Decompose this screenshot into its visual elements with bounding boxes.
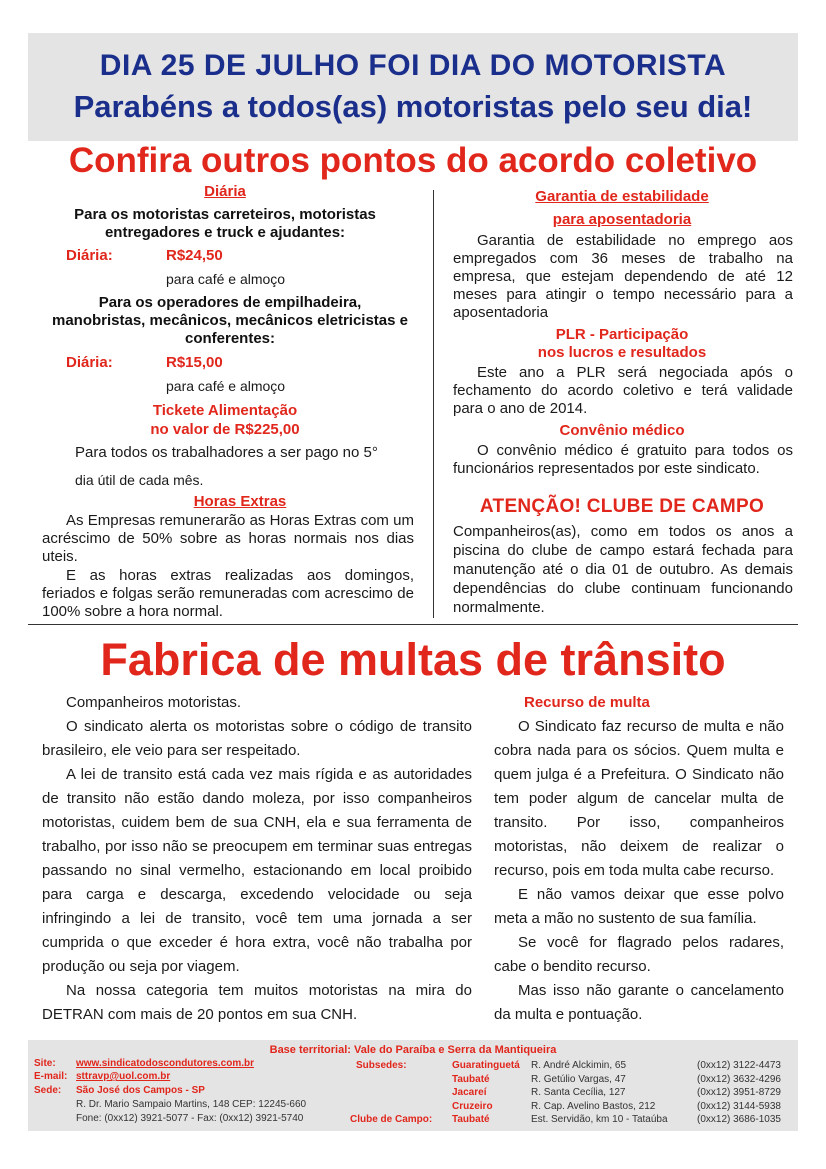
- multas-right-p1: [494, 715, 784, 883]
- multas-right-p4: [494, 979, 784, 1027]
- estabilidade-text-content: Garantia de estabilidade no emprego aos empregados com 36 meses de trabalho na empresa, que estejam dependendo de até 12 meses para atingir o tempo necessário para a aposentadoria: [453, 232, 793, 321]
- subsede-phone: (0xx12) 3122-4473: [697, 1060, 781, 1071]
- subsedes-label: Subsedes:: [356, 1060, 407, 1071]
- diaria-group1: Para os motoristas carreteiros, motoristas entregadores e truck e ajudantes:: [74, 206, 376, 241]
- subsede-phone: (0xx12) 3686-1035: [697, 1114, 781, 1125]
- email-link[interactable]: sttravp@uol.com.br: [76, 1071, 171, 1082]
- horas-heading: Horas Extras: [193, 493, 287, 510]
- multas-left-p4: [42, 979, 472, 1027]
- plr-text-content: Este ano a PLR será negociada após o fechamento do acordo coletivo e terá validade para o ano de 2014.: [453, 364, 793, 417]
- multas-left-p3-text: A lei de transito está cada vez mais rígida e as autoridades de transito não estão dando moleza, por isso companheiros motoristas, cuidem bem de sua CNH, ela e sua ferramenta de trabalho, por isso não se preocupem em terminar suas entregas passando no sinal vermelho, estacionando em local proibido para carga e descarga, excedendo velocidade ou seja infringindo a lei de transito, você tem uma jornada a ser cumprida o que exceder é hora extra, você não trabalha por produção ou seja por viagem.: [42, 766, 472, 975]
- multas-left-p3: [42, 763, 472, 979]
- footer: [28, 1040, 798, 1131]
- sede-city: São José dos Campos - SP: [76, 1085, 205, 1096]
- clube-heading: ATENÇÃO! CLUBE DE CAMPO: [479, 496, 765, 517]
- site-label: Site:: [34, 1058, 56, 1069]
- subsede-city: Jacareí: [452, 1087, 487, 1098]
- subsede-city: Taubaté: [452, 1074, 490, 1085]
- subsede-phone: (0xx12) 3632-4296: [697, 1074, 781, 1085]
- estabilidade-heading-2: para aposentadoria: [552, 211, 692, 228]
- sede-phone: Fone: (0xx12) 3921-5077 - Fax: (0xx12) 3921-5740: [76, 1113, 304, 1124]
- subsede-city: Guaratinguetá: [452, 1060, 520, 1071]
- plr-text: [453, 364, 793, 418]
- subsede-city: Cruzeiro: [452, 1101, 493, 1112]
- multas-right-p3: [494, 931, 784, 979]
- multas-left-p1-text: Companheiros motoristas.: [66, 694, 242, 711]
- diaria-note-2: para café e almoço: [166, 378, 286, 394]
- multas-left-p2-text: O sindicato alerta os motoristas sobre o código de transito brasileiro, ele veio para ser respeitado.: [42, 718, 472, 759]
- multas-right-p2-text: E não vamos deixar que esse polvo meta a mão no sustento de sua família.: [494, 886, 784, 927]
- banner-title: DIA 25 DE JULHO FOI DIA DO MOTORISTA: [99, 49, 727, 82]
- acordo-title: Confira outros pontos do acordo coletivo: [68, 141, 758, 180]
- multas-right-p2: [494, 883, 784, 931]
- horas-p2-text: E as horas extras realizadas aos domingos, feriados e folgas serão remuneradas com acrescimo de 100% sobre a hora normal.: [42, 567, 414, 620]
- multas-left-column: [42, 691, 472, 1027]
- plr-heading-2: nos lucros e resultados: [537, 344, 707, 361]
- section-divider: [28, 624, 798, 625]
- horas-paragraph-2: [42, 567, 414, 621]
- email-label: E-mail:: [34, 1071, 68, 1082]
- multas-right-p1-text: O Sindicato faz recurso de multa e não cobra nada para os sócios. Quem multa e quem julga é a Prefeitura. O Sindicato não tem poder algum de cancelar multa de transito. Por isso, companheiros motoristas, não deixem de realizar o recurso, pois em toda multa cabe recurso.: [494, 718, 784, 879]
- multas-right-p4-text: Mas isso não garante o cancelamento da multa e pontuação.: [494, 982, 784, 1023]
- plr-heading-1: PLR - Participação: [555, 326, 689, 343]
- diaria-value-1: R$24,50: [166, 247, 223, 264]
- subsede-phone: (0xx12) 3951-8729: [697, 1087, 781, 1098]
- diaria-value-2: R$15,00: [166, 354, 223, 371]
- multas-left-p2: [42, 715, 472, 763]
- site-link[interactable]: www.sindicatodoscondutores.com.br: [76, 1058, 254, 1069]
- subsede-address: R. Santa Cecília, 127: [531, 1087, 626, 1098]
- subsede-city: Taubaté: [452, 1114, 490, 1125]
- subsede-phone: (0xx12) 3144-5938: [697, 1101, 781, 1112]
- header-banner: [28, 33, 798, 141]
- clube-text: Companheiros(as), como em todos os anos a piscina do clube de campo estará fechada para manutenção até o dia 01 de outubro. As demais dependências do clube continuam funcionando normalmente.: [453, 523, 793, 616]
- multas-right-p3-text: Se você for flagrado pelos radares, cabe o bendito recurso.: [494, 934, 784, 975]
- footer-title: Base territorial: Vale do Paraíba e Serra da Mantiqueira: [269, 1044, 557, 1056]
- sede-label: Sede:: [34, 1085, 62, 1096]
- diaria-label-1: Diária:: [66, 247, 113, 264]
- clube-campo-label: Clube de Campo:: [350, 1114, 433, 1125]
- multas-title: Fabrica de multas de trânsito: [100, 634, 726, 685]
- subsede-address: R. André Alckimin, 65: [531, 1060, 627, 1071]
- diaria-label-2: Diária:: [66, 354, 113, 371]
- subsede-address: Est. Servidão, km 10 - Tataúba: [531, 1114, 668, 1125]
- estabilidade-text: [453, 232, 793, 322]
- subsede-address: R. Getúlio Vargas, 47: [531, 1074, 626, 1085]
- convenio-text-content: O convênio médico é gratuito para todos os funcionários representados por este sindicato.: [453, 442, 793, 477]
- banner-subtitle: Parabéns a todos(as) motoristas pelo seu dia!: [73, 89, 753, 124]
- diaria-group2: Para os operadores de empilhadeira, manobristas, mecânicos, mecânicos eletricistas e conferentes:: [51, 294, 408, 347]
- diaria-note-1: para café e almoço: [166, 271, 286, 287]
- convenio-heading: Convênio médico: [559, 422, 685, 439]
- multas-right-column: [494, 715, 784, 1027]
- recurso-heading: Recurso de multa: [524, 694, 650, 711]
- column-divider: [433, 190, 434, 618]
- multas-left-p4-text: Na nossa categoria tem muitos motoristas na mira do DETRAN com mais de 20 pontos em sua CNH.: [42, 982, 472, 1023]
- ticket-text-1: Para todos os trabalhadores a ser pago no 5°: [75, 444, 378, 461]
- horas-paragraph-1: [42, 512, 414, 566]
- ticket-heading-2: no valor de R$225,00: [150, 421, 300, 438]
- subsede-address: R. Cap. Avelino Bastos, 212: [531, 1101, 656, 1112]
- horas-p1-text: As Empresas remunerarão as Horas Extras com um acréscimo de 50% sobre as horas normais nos dias uteis.: [42, 512, 414, 565]
- estabilidade-heading-1: Garantia de estabilidade: [535, 188, 709, 205]
- diaria-heading: Diária: [204, 183, 246, 200]
- ticket-heading-1: Tickete Alimentação: [152, 402, 298, 419]
- multas-left-p1: [42, 691, 472, 715]
- sede-address: R. Dr. Mario Sampaio Martins, 148 CEP: 12245-660: [76, 1099, 307, 1110]
- convenio-text: [453, 442, 793, 478]
- ticket-text-2: dia útil de cada mês.: [75, 472, 204, 488]
